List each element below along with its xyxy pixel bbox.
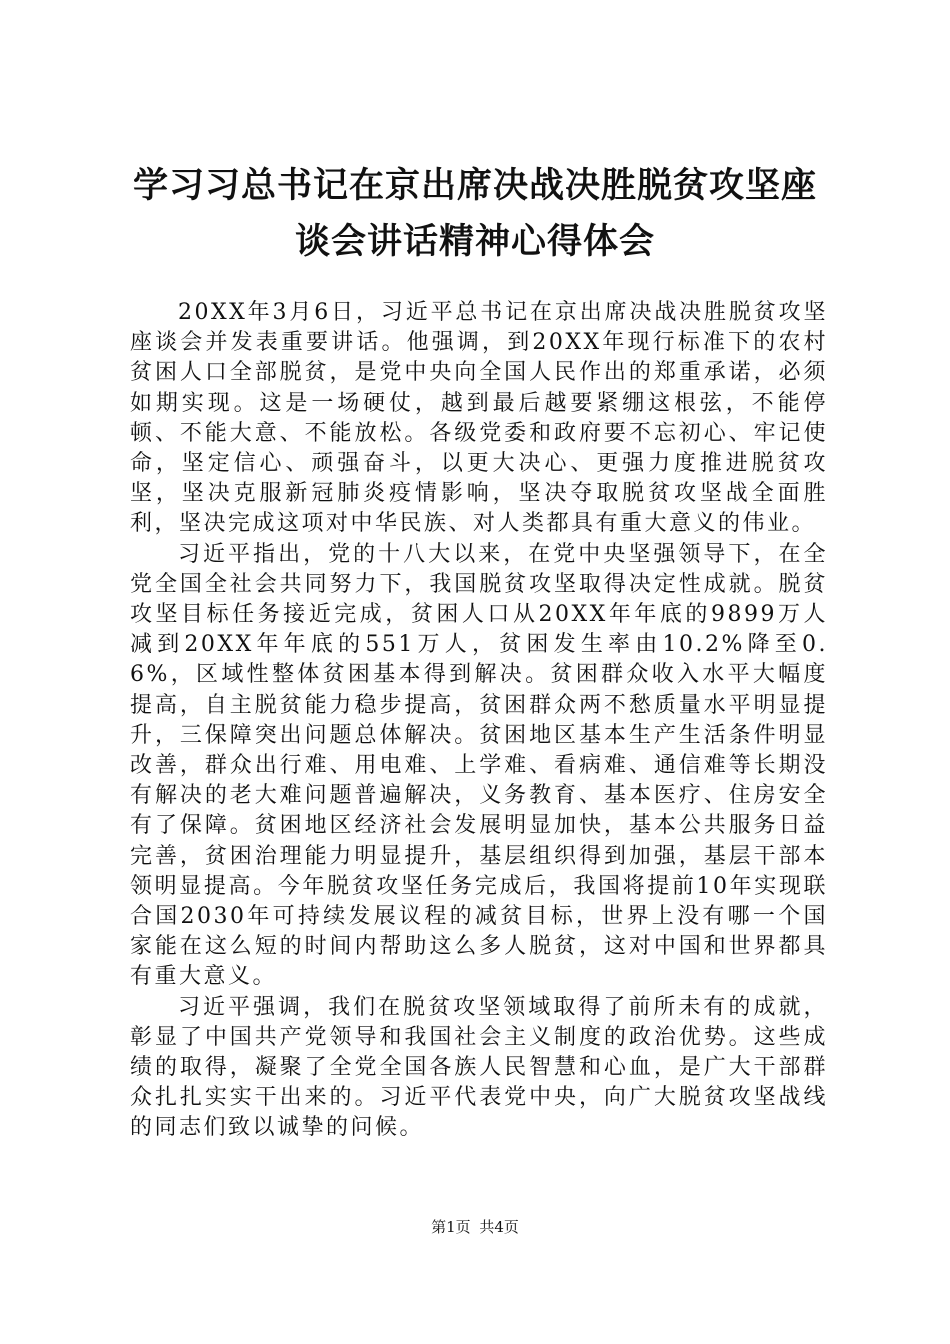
document-title: 学习习总书记在京出席决战决胜脱贫攻坚座谈会讲话精神心得体会 <box>132 166 817 262</box>
document-body <box>130 298 828 1144</box>
paragraph-2: 习近平指出，党的十八大以来，在党中央坚强领导下，在全党全国全社会共同努力下，我国脱贫攻坚取得决定性成就。脱贫攻坚目标任务接近完成，贫困人口从20XX年年底的9899万人减到20XX年年底的551万人，贫困发生率由10.2%降至0.6%，区域性整体贫困基本得到解决。贫困群众收入水平大幅度提高，自主脱贫能力稳步提高，贫困群众两不愁质量水平明显提升，三保障突出问题总体解决。贫困地区基本生产生活条件明显改善，群众出行难、用电难、上学难、看病难、通信难等长期没有解决的老大难问题普遍解决，义务教育、基本医疗、住房安全有了保障。贫困地区经济社会发展明显加快，基本公共服务日益完善，贫困治理能力明显提升，基层组织得到加强，基层干部本领明显提高。今年脱贫攻坚任务完成后，我国将提前10年实现联合国2030年可持续发展议程的减贫目标，世界上没有哪一个国家能在这么短的时间内帮助这么多人脱贫，这对中国和世界都具有重大意义。 <box>130 541 828 990</box>
page-number: 第1页 <box>431 1218 471 1236</box>
page-total: 共4页 <box>479 1218 519 1236</box>
paragraph-3: 习近平强调，我们在脱贫攻坚领域取得了前所未有的成就，彰显了中国共产党领导和我国社会主义制度的政治优势。这些成绩的取得，凝聚了全党全国各族人民智慧和心血，是广大干部群众扎扎实实干出来的。习近平代表党中央，向广大脱贫攻坚战线的同志们致以诚挚的问候。 <box>130 994 828 1141</box>
page-footer <box>0 1217 950 1237</box>
paragraph-1: 20XX年3月6日，习近平总书记在京出席决战决胜脱贫攻坚座谈会并发表重要讲话。他强调，到20XX年现行标准下的农村贫困人口全部脱贫，是党中央向全国人民作出的郑重承诺，必须如期实现。这是一场硬仗，越到最后越要紧绷这根弦，不能停顿、不能大意、不能放松。各级党委和政府要不忘初心、牢记使命，坚定信心、顽强奋斗，以更大决心、更强力度推进脱贫攻坚，坚决克服新冠肺炎疫情影响，坚决夺取脱贫攻坚战全面胜利，坚决完成这项对中华民族、对人类都具有重大意义的伟业。 <box>130 300 828 537</box>
